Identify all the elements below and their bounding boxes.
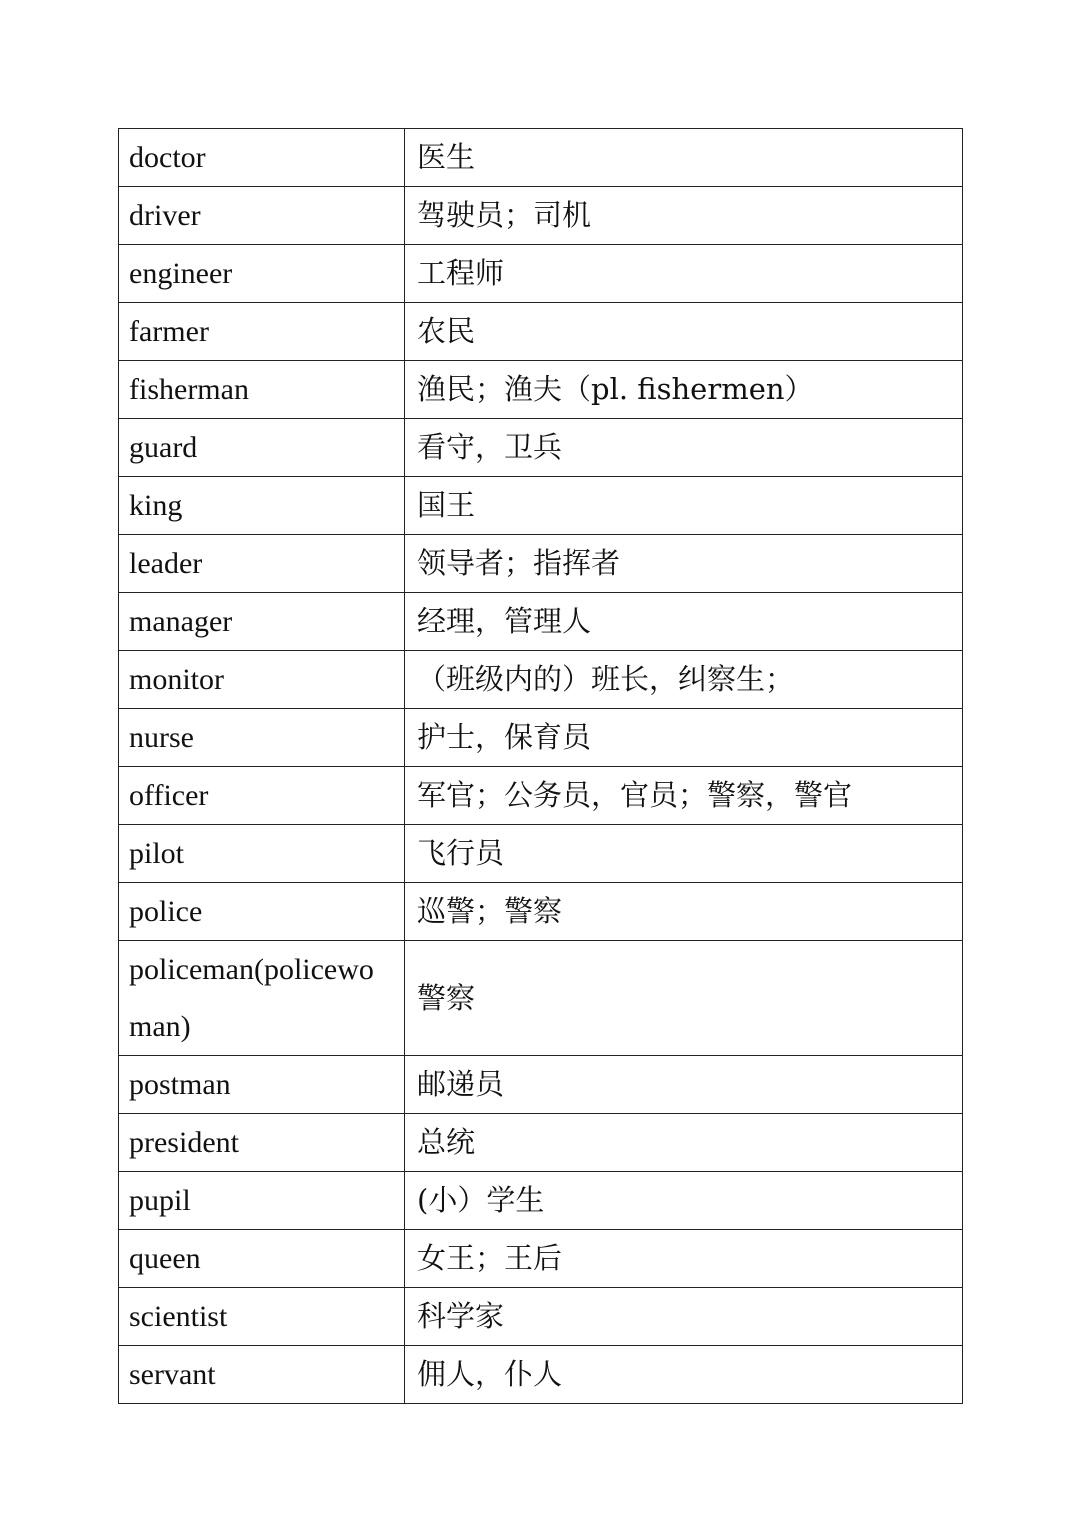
word-cell: pupil xyxy=(119,1172,405,1230)
table-row xyxy=(119,883,963,941)
word-cell: policeman(policewoman) xyxy=(119,941,405,1056)
word-cell: driver xyxy=(119,187,405,245)
table-row xyxy=(119,1056,963,1114)
table-row xyxy=(119,419,963,477)
table-row xyxy=(119,1114,963,1172)
meaning-cell: 护士，保育员 xyxy=(405,709,963,767)
table-row xyxy=(119,825,963,883)
word-cell: officer xyxy=(119,767,405,825)
table-row xyxy=(119,709,963,767)
meaning-cell: 农民 xyxy=(405,303,963,361)
word-cell: doctor xyxy=(119,129,405,187)
table-row xyxy=(119,477,963,535)
word-cell: king xyxy=(119,477,405,535)
word-cell: nurse xyxy=(119,709,405,767)
meaning-cell: 经理，管理人 xyxy=(405,593,963,651)
table-row xyxy=(119,245,963,303)
table-row xyxy=(119,303,963,361)
meaning-cell: 科学家 xyxy=(405,1288,963,1346)
word-cell: scientist xyxy=(119,1288,405,1346)
word-cell: servant xyxy=(119,1346,405,1404)
meaning-cell: 总统 xyxy=(405,1114,963,1172)
word-cell: president xyxy=(119,1114,405,1172)
meaning-cell: 驾驶员；司机 xyxy=(405,187,963,245)
word-cell: guard xyxy=(119,419,405,477)
table-row xyxy=(119,129,963,187)
word-cell: monitor xyxy=(119,651,405,709)
meaning-cell: 女王；王后 xyxy=(405,1230,963,1288)
vocabulary-table xyxy=(118,128,963,1404)
meaning-cell: 飞行员 xyxy=(405,825,963,883)
table-row xyxy=(119,1288,963,1346)
meaning-cell: 佣人，仆人 xyxy=(405,1346,963,1404)
table-row xyxy=(119,1172,963,1230)
meaning-cell: 军官；公务员，官员；警察，警官 xyxy=(405,767,963,825)
word-cell: postman xyxy=(119,1056,405,1114)
meaning-cell: (小）学生 xyxy=(405,1172,963,1230)
meaning-cell: 国王 xyxy=(405,477,963,535)
meaning-cell: 工程师 xyxy=(405,245,963,303)
meaning-cell: 巡警；警察 xyxy=(405,883,963,941)
table-row xyxy=(119,1230,963,1288)
word-cell: fisherman xyxy=(119,361,405,419)
table-row xyxy=(119,1346,963,1404)
meaning-cell: （班级内的）班长，纠察生； xyxy=(405,651,963,709)
word-cell: farmer xyxy=(119,303,405,361)
meaning-cell: 警察 xyxy=(405,941,963,1056)
meaning-cell: 医生 xyxy=(405,129,963,187)
table-row xyxy=(119,941,963,1056)
meaning-cell: 领导者；指挥者 xyxy=(405,535,963,593)
table-row xyxy=(119,361,963,419)
word-cell: manager xyxy=(119,593,405,651)
meaning-cell: 渔民；渔夫（pl. fishermen） xyxy=(405,361,963,419)
word-cell: police xyxy=(119,883,405,941)
meaning-cell: 邮递员 xyxy=(405,1056,963,1114)
word-cell: pilot xyxy=(119,825,405,883)
table-row xyxy=(119,187,963,245)
word-cell: leader xyxy=(119,535,405,593)
table-row xyxy=(119,651,963,709)
word-cell: engineer xyxy=(119,245,405,303)
table-row xyxy=(119,535,963,593)
table-row xyxy=(119,767,963,825)
table-row xyxy=(119,593,963,651)
word-cell: queen xyxy=(119,1230,405,1288)
meaning-cell: 看守，卫兵 xyxy=(405,419,963,477)
